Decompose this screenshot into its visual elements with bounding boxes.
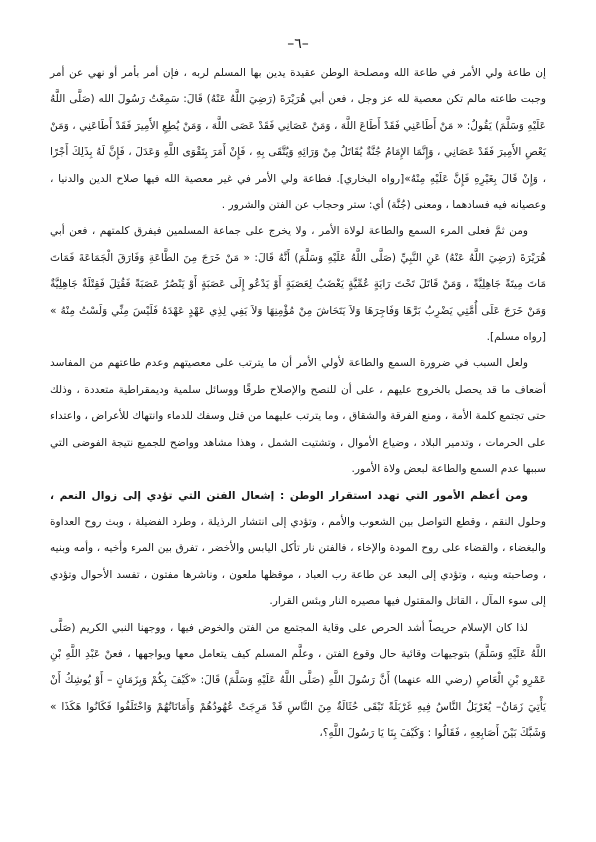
paragraph-obedience: إن طاعة ولي الأمر في طاعة الله ومصلحة الوطن عقيدة يدين بها المسلم لربه ، فإن أمر بأمر أو نهي عن أمر وجبت طاعته مالم تكن معصية لله عز وجل ، فعن أبي هُرَيْرَةَ (رَضِيَ اللَّهُ عَنْهُ) قَالَ: سَمِعْتُ رَسُولَ الله (صَلَّى اللَّهُ عَلَيْهِ وَسَلَّمَ) يَقُولُ: « مَنْ أَطَاعَنِي فَقَدْ أَطَاعَ اللَّهَ ، وَمَنْ عَصَانِي فَقَدْ عَصَى اللَّهَ ، وَمَنْ يُطِعِ الأَمِيرَ فَقَدْ أَطَاعَنِي ، وَمَنْ يَعْصِ الأَمِيرَ فَقَدْ عَصَانِي ، وَإِنَّمَا الإِمَامُ جُنَّةٌ يُقَاتَلُ مِنْ وَرَائِهِ وَيُتَّقَى بِهِ ، فَإِنْ أَمَرَ بِتَقْوَى اللَّهِ وَعَدَلَ ، فَإِنَّ لَهُ بِذَلِكَ أَجْرًا ، وَإِنْ قَالَ بِغَيْرِهِ فَإِنَّ عَلَيْهِ مِنْهُ»[رواه البخاري]. فطاعة ولي الأمر في غير معصية الله فيها صلاح الدين والدنيا ، وعصيانه فيه فسادهما ، ومعنى (جُنَّة) أي: ستر وحجاب عن الفتن والشرور .	[50, 67, 546, 212]
paragraph-closing: لذا كان الإسلام حريصاً أشد الحرص على وقاية المجتمع من الفتن والخوض فيها ، ووجهنا النبي الكريم (صَلَّى اللَّهُ عَلَيْهِ وَسَلَّمَ) بتوجيهات وقائية حال وقوع الفتن ، وعلَّم المسلم كيف يتعامل معها ويواجهها ، فعنْ عَبْدِ اللَّهِ بْنِ عَمْرِو بْنِ الْعَاصِ (رضي الله عنهما) أَنَّ رَسُولَ اللَّهِ (صَلَّى اللَّهُ عَلَيْهِ وَسَلَّمَ) قَالَ: «كَيْفَ بِكُمْ وَبِزَمَانٍ – أَوْ يُوشِكُ أَنْ يَأْتِيَ زَمَانٌ– يُغَرْبَلُ النَّاسُ فِيهِ غَرْبَلَةً تَبْقَى حُثَالَةٌ مِنَ النَّاسِ قَدْ مَرِجَتْ عُهُودُهُمْ وَأَمَانَاتُهُمْ وَاخْتَلَفُوا فَكَانُوا هَكَذَا » وَشَبَّكَ بَيْنَ أَصَابِعِهِ ، فَقَالُوا : وَكَيْفَ بِنَا يَا رَسُولَ اللَّهِ؟،	[50, 621, 546, 740]
paragraph-fitna	[50, 483, 546, 615]
section-heading: ومن أعظم الأمور التي تهدد استقرار الوطن : إشعال الفتن التي تؤدي إلى زوال النعم ،	[50, 489, 528, 502]
paragraph-reason: ولعل السبب في ضرورة السمع والطاعة لأولي الأمر أن ما يترتب على معصيتهم وعدم طاعتهم من المفاسد أضعاف ما قد يحصل بالخروج عليهم ، على أن للنصح والإصلاح طرقًا ووسائل سلمية وديمقراطية متعددة ، وذلك حتى تجتمع كلمة الأمة ، ومنع الفرقة والشقاق ، وما يترتب عليهما من قتل وسفك للدماء وانتهاك للأعراض ، واعتداء على الحرمات ، وتدمير البلاد ، وضياع الأموال ، وتشتيت الشمل ، وهذا مشاهد وواضح للجميع نتيجة الفوضى التي سببها عدم السمع والطاعة لبعض ولاة الأمور.	[50, 357, 546, 476]
paragraph-listening: ومن ثمَّ فعلى المرء السمع والطاعة لولاة الأمر ، ولا يخرج على جماعة المسلمين فيفرق كلمتهم ، فعن أبي هُرَيْرَةَ (رَضِيَ اللَّهُ عَنْهُ) عَنِ النَّبِيِّ (صَلَّى اللَّهُ عَلَيْهِ وَسَلَّمَ) أَنَّهُ قَالَ: « مَنْ خَرَجَ مِنَ الطَّاعَةِ وَفَارَقَ الْجَمَاعَةَ فَمَاتَ مَاتَ مِيتَةً جَاهِلِيَّةً ، وَمَنْ قَاتَلَ تَحْتَ رَايَةٍ عُمِّيَّةٍ يَغْضَبُ لِعَصَبَةٍ أَوْ يَدْعُو إِلَى عَصَبَةٍ أَوْ يَنْصُرُ عَصَبَةً فَقُتِلَ فَقِتْلَةٌ جَاهِلِيَّةٌ وَمَنْ خَرَجَ عَلَى أُمَّتِي يَضْرِبُ بَرَّهَا وَفَاجِرَهَا وَلاَ يَتَحَاشَ مِنْ مُؤْمِنِهَا وَلاَ يَفِي لِذِي عَهْدٍ عَهْدَهُ فَلَيْسَ مِنِّي وَلَسْتُ مِنْهُ » [رواه مسلم].	[50, 225, 546, 344]
page-number: –٦–	[287, 36, 309, 52]
document-body	[50, 60, 546, 747]
section-continuation: وحلول النقم ، وقطع التواصل بين الشعوب والأمم ، وتؤدي إلى انتشار الرذيلة ، وطرد الفضيلة ، وبث روح العداوة والبغضاء ، والقضاء على روح المودة والإخاء ، فالفتن نار تأكل اليابس والأخضر ، تفرق بين المرء وأخيه ، وأمه وبنيه ، وصاحبته وبنيه ، وتؤدي إلى البعد عن طاعة رب العباد ، موقظها ملعون ، وناشرها مفتون ، تفسد الأحوال وتؤدي إلى سوء المآل ، القاتل والمقتول فيها مصيره النار وبئس القرار.	[50, 515, 546, 608]
